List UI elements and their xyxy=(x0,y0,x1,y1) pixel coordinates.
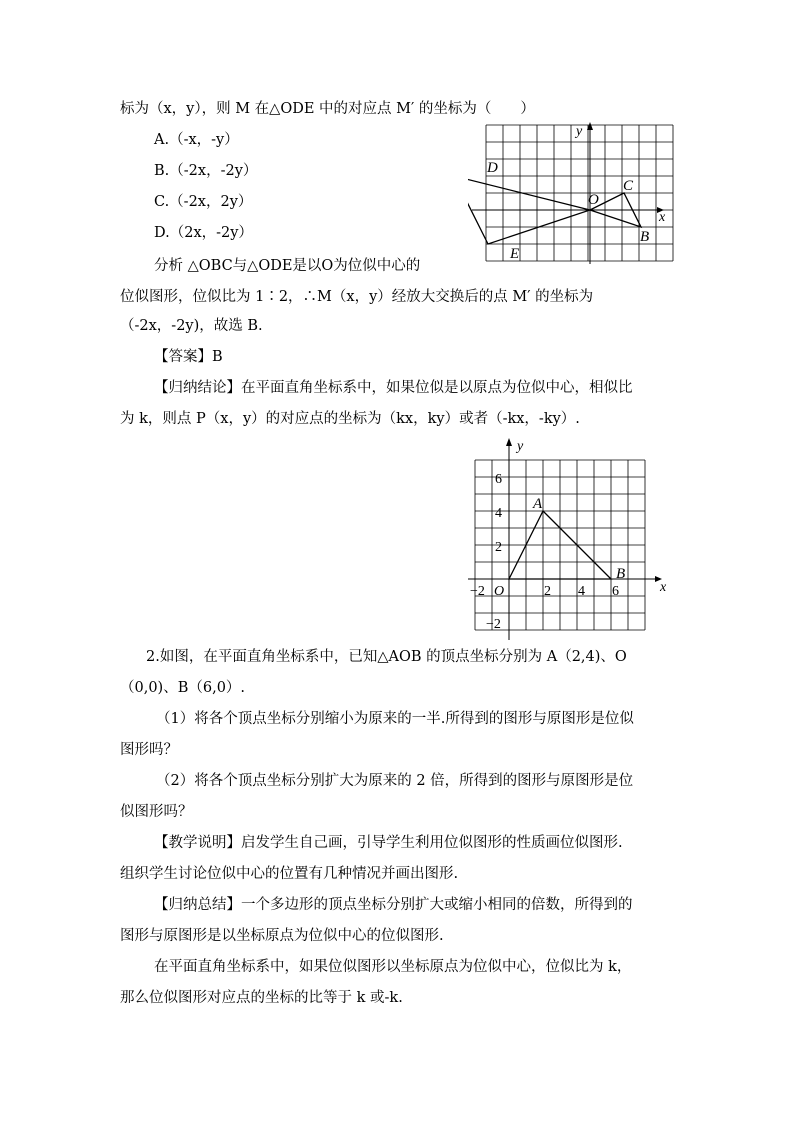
y-axis-label-1: y xyxy=(576,124,583,139)
subquestion-line: 似图形吗？ xyxy=(120,804,193,820)
point-label-a: A xyxy=(533,496,543,512)
summary-line: 那么位似图形对应点的坐标的比等于 k 或-k. xyxy=(120,990,403,1006)
subquestion-line: （1）将各个顶点坐标分别缩小为原来的一半.所得到的图形与原图形是位似 xyxy=(156,711,634,727)
conclusion-line: 为 k，则点 P（x，y）的对应点的坐标为（kx，ky）或者（-kx，-ky）. xyxy=(120,411,580,427)
subquestion-line: 图形吗？ xyxy=(120,742,178,758)
subquestion-line: （2）将各个顶点坐标分别扩大为原来的 2 倍，所得到的图形与原图形是位 xyxy=(156,773,634,789)
tick-label-y-6: 6 xyxy=(495,472,502,487)
summary-line: 在平面直角坐标系中，如果位似图形以坐标原点为位似中心，位似比为 k， xyxy=(154,959,632,975)
x-axis-label-2: x xyxy=(660,580,667,595)
analysis-line: 分析 △OBC与△ODE是以O为位似中心的 xyxy=(154,258,421,274)
teaching-note-line: 【教学说明】启发学生自己画，引导学生利用位似图形的性质画位似图形. xyxy=(154,835,623,851)
answer-line: 【答案】B xyxy=(154,349,223,365)
y-arrow-2 xyxy=(506,438,512,446)
option-b: B.（-2x，-2y） xyxy=(154,163,258,179)
tick-label-y-neg2: −2 xyxy=(486,617,501,632)
figure-1 xyxy=(468,118,678,268)
option-c: C.（-2x，2y） xyxy=(154,194,253,210)
point-label-c: C xyxy=(623,178,634,194)
y-axis-label-2: y xyxy=(517,439,524,454)
summary-line: 图形与原图形是以坐标原点为位似中心的位似图形. xyxy=(120,928,444,944)
x-axis-label-1: x xyxy=(659,210,666,225)
point-label-d: D xyxy=(487,160,498,176)
tick-label-x-4: 4 xyxy=(578,584,585,599)
point-label-b: B xyxy=(640,229,650,245)
tick-label-x-2: 2 xyxy=(544,584,551,599)
tick-label-y-2: 2 xyxy=(495,540,502,555)
option-a: A.（-x，-y） xyxy=(154,132,239,148)
teaching-note-line: 组织学生讨论位似中心的位置有几种情况并画出图形. xyxy=(120,866,459,882)
question-line: 2.如图，在平面直角坐标系中，已知△AOB 的顶点坐标分别为 A（2,4)、O xyxy=(146,649,627,665)
point-label-o: O xyxy=(588,192,599,208)
tick-label-x-neg2: −2 xyxy=(470,584,485,599)
analysis-line: 位似图形，位似比为 1∶2，∴M（x，y）经放大交换后的点 M′ 的坐标为 xyxy=(120,289,594,305)
tick-label-x-6: 6 xyxy=(612,584,619,599)
summary-line: 【归纳总结】一个多边形的顶点坐标分别扩大或缩小相同的倍数，所得到的 xyxy=(154,897,633,913)
origin-label: O xyxy=(494,584,505,599)
text-line: 标为（x，y），则 M 在△ODE 中的对应点 M′ 的坐标为（ ） xyxy=(120,101,535,117)
tick-label-y-4: 4 xyxy=(495,506,502,521)
point-label-e: E xyxy=(510,246,520,262)
conclusion-line: 【归纳结论】在平面直角坐标系中，如果位似是以原点为位似中心，相似比 xyxy=(154,380,633,396)
point-label-b2: B xyxy=(616,566,626,582)
figure-2 xyxy=(464,434,674,644)
question-line: （0,0)、B（6,0）. xyxy=(120,680,246,696)
option-d: D.（2x，-2y） xyxy=(154,225,253,241)
analysis-line: （-2x，-2y)，故选 B. xyxy=(120,318,263,334)
